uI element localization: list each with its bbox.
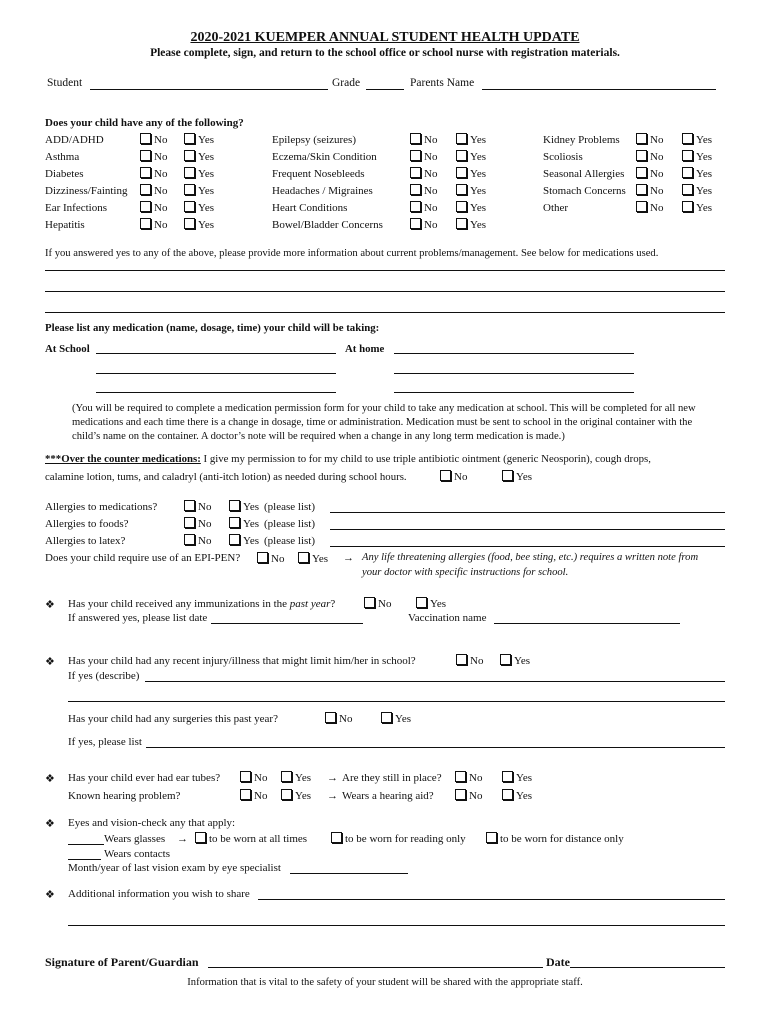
allergy-latex-yes-checkbox[interactable] [229, 534, 240, 545]
eczema-skin-condition-yes-checkbox[interactable] [456, 150, 467, 161]
bowel-bladder-concerns-no-option[interactable]: No [410, 218, 437, 231]
other-yes-checkbox[interactable] [682, 201, 693, 212]
vaccination-name-label: Vaccination name [408, 612, 487, 624]
hearing-no-checkbox[interactable] [240, 789, 251, 800]
kidney-problems-no-checkbox[interactable] [636, 133, 647, 144]
stomach-concerns-yes-checkbox[interactable] [682, 184, 693, 195]
allergy-latex-no-checkbox[interactable] [184, 534, 195, 545]
hepatitis-yes-option[interactable]: Yes [184, 218, 214, 231]
at-school-field-1[interactable] [96, 353, 336, 354]
immunization-question: Has your child received any immunizations in the past year? [68, 598, 336, 610]
bullet-icon: ❖ [45, 599, 55, 611]
heart-conditions-yes-option[interactable]: Yes [456, 201, 486, 214]
otc-text-2: calamine lotion, tums, and caladryl (anti-itch lotion) as needed during school hours. [45, 471, 407, 483]
seasonal-allergies-yes-checkbox[interactable] [682, 167, 693, 178]
stomach-concerns-no-checkbox[interactable] [636, 184, 647, 195]
bowel-bladder-concerns-yes-option[interactable]: Yes [456, 218, 486, 231]
stomach-concerns-yes-option[interactable]: Yes [682, 184, 712, 197]
heart-conditions-no-checkbox[interactable] [410, 201, 421, 212]
diabetes-yes-option[interactable]: Yes [184, 167, 214, 180]
injury-describe-field[interactable] [145, 681, 725, 682]
ear-tubes-yes-option[interactable]: Yes [281, 771, 311, 784]
bowel-bladder-concerns-no-checkbox[interactable] [410, 218, 421, 229]
at-home-field-2[interactable] [394, 373, 634, 374]
condition-label-stomach-concerns: Stomach Concerns [543, 185, 626, 197]
more-info-line-2[interactable] [45, 291, 725, 292]
signature-field[interactable] [208, 967, 543, 968]
hearing-aid-yes-checkbox[interactable] [502, 789, 513, 800]
injury-describe-field-2[interactable] [68, 701, 725, 702]
ear-infections-yes-checkbox[interactable] [184, 201, 195, 212]
grade-field[interactable] [366, 89, 404, 90]
allergy-medications-no-option[interactable]: No [184, 500, 211, 513]
allergy-foods-field[interactable] [330, 529, 725, 530]
injury-yes-checkbox[interactable] [500, 654, 511, 665]
other-no-option[interactable]: No [636, 201, 663, 214]
epipen-yes-option[interactable]: Yes [298, 552, 328, 565]
eczema-skin-condition-no-option[interactable]: No [410, 150, 437, 163]
injury-describe-label: If yes (describe) [68, 670, 140, 682]
injury-yes-option[interactable]: Yes [500, 654, 530, 667]
kidney-problems-no-option[interactable]: No [636, 133, 663, 146]
grade-label: Grade [332, 77, 361, 89]
epipen-label: Does your child require use of an EPI-PEN? [45, 552, 241, 564]
surgery-yes-checkbox[interactable] [381, 712, 392, 723]
footer-note: Information that is vital to the safety of your student will be shared with the appropriate staff. [187, 977, 583, 988]
condition-label-diabetes: Diabetes [45, 168, 84, 180]
date-field[interactable] [570, 967, 725, 968]
hepatitis-yes-checkbox[interactable] [184, 218, 195, 229]
at-home-field-1[interactable] [394, 353, 634, 354]
hearing-aid-label: Wears a hearing aid? [342, 790, 434, 802]
allergy-foods-label: Allergies to foods? [45, 518, 129, 530]
headaches-migraines-yes-option[interactable]: Yes [456, 184, 486, 197]
wears-glasses-label: Wears glasses [104, 833, 166, 845]
asthma-no-option[interactable]: No [140, 150, 167, 163]
dizziness-fainting-yes-checkbox[interactable] [184, 184, 195, 195]
additional-info-field[interactable] [258, 899, 725, 900]
surgery-list-field[interactable] [146, 747, 725, 748]
scoliosis-yes-checkbox[interactable] [682, 150, 693, 161]
distance-checkbox[interactable] [486, 832, 497, 843]
still-in-place-yes-option[interactable]: Yes [502, 771, 532, 784]
heart-conditions-yes-checkbox[interactable] [456, 201, 467, 212]
frequent-nosebleeds-yes-option[interactable]: Yes [456, 167, 486, 180]
otc-no-option[interactable]: No [440, 470, 467, 483]
injury-question: Has your child had any recent injury/illness that might limit him/her in school? [68, 655, 416, 667]
allergy-foods-no-option[interactable]: No [184, 517, 211, 530]
epipen-yes-checkbox[interactable] [298, 552, 309, 563]
injury-no-checkbox[interactable] [456, 654, 467, 665]
ear-tubes-yes-checkbox[interactable] [281, 771, 292, 782]
seasonal-allergies-no-checkbox[interactable] [636, 167, 647, 178]
last-exam-field[interactable] [290, 873, 408, 874]
otc-text: I give my permission to for my child to use triple antibiotic ointment (generic Neosporin), cough drops, [200, 453, 651, 465]
reading-option[interactable]: to be worn for reading only [331, 832, 466, 845]
otc-no-checkbox[interactable] [440, 470, 451, 481]
still-in-place-label: Are they still in place? [342, 772, 442, 784]
condition-label-scoliosis: Scoliosis [543, 151, 583, 163]
condition-label-kidney-problems: Kidney Problems [543, 134, 620, 146]
still-in-place-no-checkbox[interactable] [455, 771, 466, 782]
arrow-icon: → [327, 772, 338, 784]
still-in-place-yes-checkbox[interactable] [502, 771, 513, 782]
bullet-icon: ❖ [45, 773, 55, 785]
allergy-medications-yes-option[interactable]: Yes (please list) [229, 500, 315, 513]
allergy-medications-please-list: (please list) [264, 501, 316, 513]
epilepsy-seizures-yes-option[interactable]: Yes [456, 133, 486, 146]
hearing-yes-option[interactable]: Yes [281, 789, 311, 802]
seasonal-allergies-yes-option[interactable]: Yes [682, 167, 712, 180]
still-in-place-no-option[interactable]: No [455, 771, 482, 784]
allergy-foods-please-list: (please list) [264, 518, 316, 530]
bullet-icon: ❖ [45, 656, 55, 668]
add-adhd-yes-checkbox[interactable] [184, 133, 195, 144]
stomach-concerns-no-option[interactable]: No [636, 184, 663, 197]
distance-option[interactable]: to be worn for distance only [486, 832, 624, 845]
frequent-nosebleeds-yes-checkbox[interactable] [456, 167, 467, 178]
surgery-yes-option[interactable]: Yes [381, 712, 411, 725]
hearing-aid-yes-option[interactable]: Yes [502, 789, 532, 802]
epipen-no-checkbox[interactable] [257, 552, 268, 563]
medications-heading: Please list any medication (name, dosage, time) your child will be taking: [45, 322, 380, 334]
allergy-medications-label: Allergies to medications? [45, 501, 158, 513]
condition-label-epilepsy-seizures: Epilepsy (seizures) [272, 134, 356, 146]
ear-tubes-no-checkbox[interactable] [240, 771, 251, 782]
parents-field[interactable] [482, 89, 716, 90]
allergy-foods-yes-option[interactable]: Yes (please list) [229, 517, 315, 530]
at-home-label: At home [345, 343, 385, 355]
ear-infections-no-option[interactable]: No [140, 201, 167, 214]
hepatitis-no-option[interactable]: No [140, 218, 167, 231]
surgery-no-option[interactable]: No [325, 712, 352, 725]
allergy-medications-field[interactable] [330, 512, 725, 513]
frequent-nosebleeds-no-option[interactable]: No [410, 167, 437, 180]
diabetes-yes-checkbox[interactable] [184, 167, 195, 178]
condition-label-seasonal-allergies: Seasonal Allergies [543, 168, 625, 180]
arrow-icon: → [327, 790, 338, 802]
allergy-foods-yes-checkbox[interactable] [229, 517, 240, 528]
immunization-no-option[interactable]: No [364, 597, 391, 610]
surgery-question: Has your child had any surgeries this past year? [68, 713, 278, 725]
dizziness-fainting-yes-option[interactable]: Yes [184, 184, 214, 197]
arrow-icon: → [343, 552, 354, 564]
otc-line-1 [45, 453, 651, 465]
more-info-line-1[interactable] [45, 270, 725, 271]
at-school-field-2[interactable] [96, 373, 336, 374]
eczema-skin-condition-yes-option[interactable]: Yes [456, 150, 486, 163]
date-label: Date [546, 955, 570, 969]
condition-label-other: Other [543, 202, 569, 214]
other-yes-option[interactable]: Yes [682, 201, 712, 214]
epipen-no-option[interactable]: No [257, 552, 284, 565]
form-title: 2020-2021 KUEMPER ANNUAL STUDENT HEALTH UPDATE [190, 30, 580, 45]
reading-checkbox[interactable] [331, 832, 342, 843]
arrow-icon: → [177, 833, 188, 845]
headaches-migraines-no-option[interactable]: No [410, 184, 437, 197]
otc-yes-checkbox[interactable] [502, 470, 513, 481]
eczema-skin-condition-no-checkbox[interactable] [410, 150, 421, 161]
additional-info-field-2[interactable] [68, 925, 725, 926]
bowel-bladder-concerns-yes-checkbox[interactable] [456, 218, 467, 229]
condition-label-asthma: Asthma [45, 151, 80, 163]
more-info-line-3[interactable] [45, 312, 725, 313]
epilepsy-seizures-yes-checkbox[interactable] [456, 133, 467, 144]
all-times-option[interactable]: to be worn at all times [195, 832, 307, 845]
allergy-medications-no-checkbox[interactable] [184, 500, 195, 511]
bullet-icon: ❖ [45, 818, 55, 830]
at-school-field-3[interactable] [96, 392, 336, 393]
last-exam-label: Month/year of last vision exam by eye specialist [68, 862, 281, 874]
student-field[interactable] [90, 89, 328, 90]
epilepsy-seizures-no-option[interactable]: No [410, 133, 437, 146]
asthma-yes-checkbox[interactable] [184, 150, 195, 161]
diabetes-no-option[interactable]: No [140, 167, 167, 180]
dizziness-fainting-no-checkbox[interactable] [140, 184, 151, 195]
scoliosis-yes-option[interactable]: Yes [682, 150, 712, 163]
epilepsy-seizures-no-checkbox[interactable] [410, 133, 421, 144]
immunization-date-field[interactable] [211, 623, 363, 624]
immunization-yes-option[interactable]: Yes [416, 597, 446, 610]
hearing-aid-no-option[interactable]: No [455, 789, 482, 802]
asthma-no-checkbox[interactable] [140, 150, 151, 161]
hearing-no-option[interactable]: No [240, 789, 267, 802]
scoliosis-no-option[interactable]: No [636, 150, 663, 163]
condition-label-bowel-bladder-concerns: Bowel/Bladder Concerns [272, 219, 383, 231]
hearing-problem-question: Known hearing problem? [68, 790, 181, 802]
at-school-label: At School [45, 343, 90, 355]
allergy-medications-yes-checkbox[interactable] [229, 500, 240, 511]
vision-heading: Eyes and vision-check any that apply: [68, 817, 236, 829]
condition-label-eczema-skin-condition: Eczema/Skin Condition [272, 151, 377, 163]
kidney-problems-yes-option[interactable]: Yes [682, 133, 712, 146]
frequent-nosebleeds-no-checkbox[interactable] [410, 167, 421, 178]
heart-conditions-no-option[interactable]: No [410, 201, 437, 214]
wears-contacts-field[interactable] [68, 859, 101, 860]
more-info-text: If you answered yes to any of the above, please provide more information about current problems/management. See below for medications used. [45, 248, 659, 259]
immunization-yes-checkbox[interactable] [416, 597, 427, 608]
form-subtitle: Please complete, sign, and return to the school office or school nurse with registration materials. [150, 47, 620, 59]
ear-tubes-question: Has your child ever had ear tubes? [68, 772, 221, 784]
surgery-no-checkbox[interactable] [325, 712, 336, 723]
kidney-problems-yes-checkbox[interactable] [682, 133, 693, 144]
condition-label-hepatitis: Hepatitis [45, 219, 85, 231]
bullet-icon: ❖ [45, 889, 55, 901]
diabetes-no-checkbox[interactable] [140, 167, 151, 178]
conditions-heading: Does your child have any of the following? [45, 117, 244, 129]
allergy-foods-no-checkbox[interactable] [184, 517, 195, 528]
epipen-note-1: Any life threatening allergies (food, bee sting, etc.) requires a written note from [362, 552, 699, 563]
allergy-latex-please-list: (please list) [264, 535, 316, 547]
student-label: Student [47, 77, 83, 89]
condition-label-dizziness-fainting: Dizziness/Fainting [45, 185, 128, 197]
other-no-checkbox[interactable] [636, 201, 647, 212]
wears-glasses-field[interactable] [68, 844, 104, 845]
vaccination-name-field[interactable] [494, 623, 680, 624]
condition-label-add-adhd: ADD/ADHD [45, 134, 104, 146]
ear-tubes-no-option[interactable]: No [240, 771, 267, 784]
otc-heading: ***Over the counter medications: [45, 453, 201, 465]
medication-note: (You will be required to complete a medication permission form for your child to take any medication at school. This will be completed for all new medications and each time there is a change in dosage, time or administration. Medication must be sent to school in the original container with the child’s name on the container. A doctor’s note will be required when a change in any long term medication is made.) [72, 403, 696, 442]
immunization-no-checkbox[interactable] [364, 597, 375, 608]
condition-label-frequent-nosebleeds: Frequent Nosebleeds [272, 168, 365, 180]
asthma-yes-option[interactable]: Yes [184, 150, 214, 163]
epipen-note-2: your doctor with specific instructions for school. [362, 567, 569, 578]
add-adhd-no-option[interactable]: No [140, 133, 167, 146]
additional-info-label: Additional information you wish to share [68, 888, 250, 900]
all-times-checkbox[interactable] [195, 832, 206, 843]
injury-no-option[interactable]: No [456, 654, 483, 667]
condition-label-headaches-migraines: Headaches / Migraines [272, 185, 373, 197]
wears-contacts-label: Wears contacts [104, 848, 170, 860]
at-home-field-3[interactable] [394, 392, 634, 393]
otc-yes-option[interactable]: Yes [502, 470, 532, 483]
allergy-latex-yes-option[interactable]: Yes (please list) [229, 534, 315, 547]
hearing-aid-no-checkbox[interactable] [455, 789, 466, 800]
add-adhd-no-checkbox[interactable] [140, 133, 151, 144]
scoliosis-no-checkbox[interactable] [636, 150, 647, 161]
add-adhd-yes-option[interactable]: Yes [184, 133, 214, 146]
signature-label: Signature of Parent/Guardian [45, 955, 199, 969]
surgery-list-label: If yes, please list [68, 736, 142, 748]
condition-label-heart-conditions: Heart Conditions [272, 202, 348, 214]
dizziness-fainting-no-option[interactable]: No [140, 184, 167, 197]
immunization-date-label: If answered yes, please list date [68, 612, 208, 624]
hearing-yes-checkbox[interactable] [281, 789, 292, 800]
parents-label: Parents Name [410, 77, 475, 89]
headaches-migraines-yes-checkbox[interactable] [456, 184, 467, 195]
allergy-latex-label: Allergies to latex? [45, 535, 126, 547]
allergy-latex-field[interactable] [330, 546, 725, 547]
allergy-latex-no-option[interactable]: No [184, 534, 211, 547]
hepatitis-no-checkbox[interactable] [140, 218, 151, 229]
ear-infections-no-checkbox[interactable] [140, 201, 151, 212]
condition-label-ear-infections: Ear Infections [45, 202, 107, 214]
headaches-migraines-no-checkbox[interactable] [410, 184, 421, 195]
seasonal-allergies-no-option[interactable]: No [636, 167, 663, 180]
ear-infections-yes-option[interactable]: Yes [184, 201, 214, 214]
